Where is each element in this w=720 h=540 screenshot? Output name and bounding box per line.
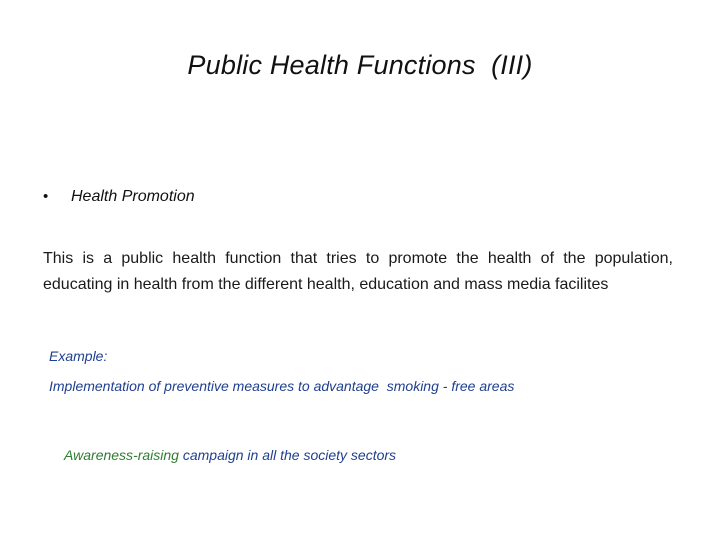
bullet-text: Health Promotion: [71, 188, 195, 205]
example-label: Example:: [49, 348, 108, 364]
slide-title: Public Health Functions (III): [187, 50, 533, 80]
example-text: Implementation of preventive measures to advantage smoking - free areas: [49, 378, 515, 394]
awareness-line: [49, 431, 396, 479]
bullet-item: [43, 188, 195, 206]
bullet-marker: •: [43, 188, 49, 205]
awareness-rest: campaign in all the society sectors: [178, 447, 397, 463]
body-paragraph: This is a public health function that tries to promote the health of the population, educating in health from the different health, education and mass media facilites: [43, 250, 673, 293]
awareness-highlight: Awareness-raising: [64, 447, 179, 463]
